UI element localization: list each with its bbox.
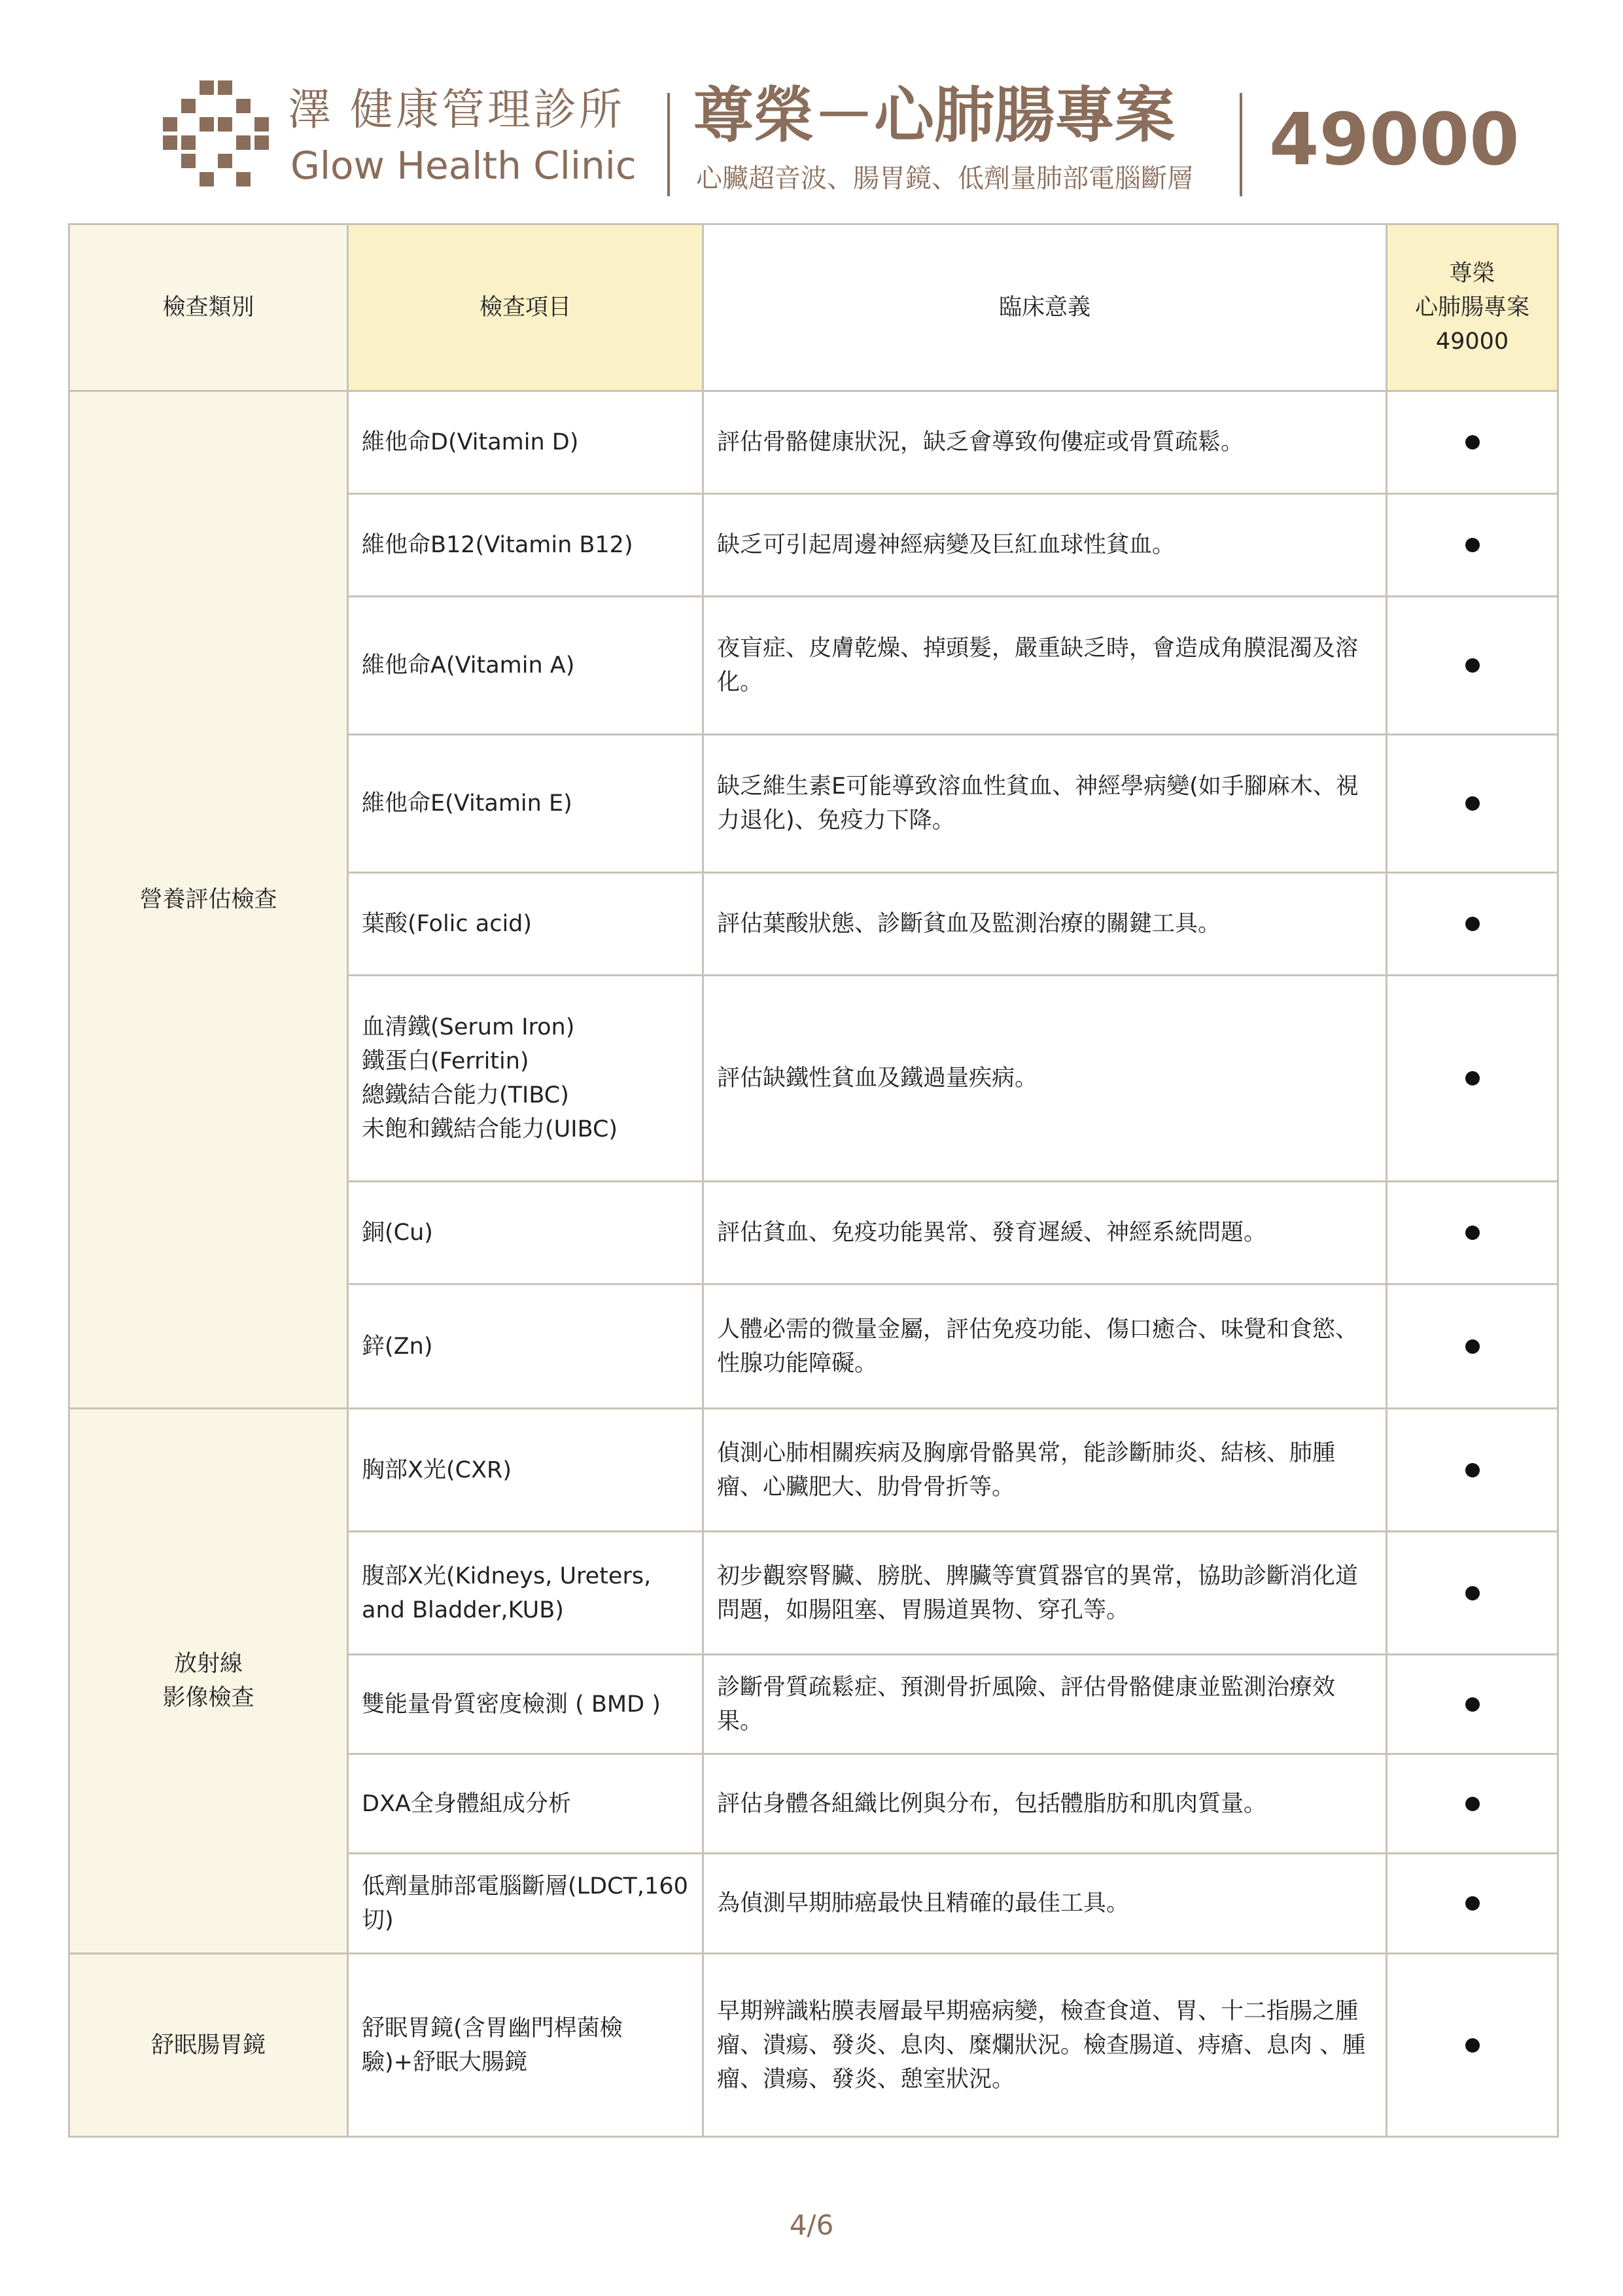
included-cell (1387, 1284, 1558, 1409)
clinical-meaning: 評估身體各組織比例與分布，包括體脂肪和肌肉質量。 (703, 1754, 1387, 1854)
included-dot-icon (1465, 1071, 1480, 1086)
exam-item: 胸部X光(CXR) (348, 1409, 703, 1532)
header-plan (1387, 224, 1558, 391)
included-dot-icon (1465, 1586, 1480, 1600)
included-dot-icon (1465, 2038, 1480, 2053)
clinic-logo-icon (159, 77, 270, 194)
included-dot-icon (1465, 917, 1480, 931)
plan-price: 49000 (1269, 97, 1520, 181)
plan-title: 尊榮－心肺腸專案 (693, 80, 1176, 150)
category-cell: 營養評估檢查 (69, 391, 348, 1409)
exam-item-line: 總鐵結合能力(TIBC) (362, 1082, 569, 1108)
included-cell (1387, 1182, 1558, 1284)
clinical-meaning: 評估骨骼健康狀況，缺乏會導致佝僂症或骨質疏鬆。 (703, 391, 1387, 494)
clinical-meaning: 評估貧血、免疫功能異常、發育遲緩、神經系統問題。 (703, 1182, 1387, 1284)
exam-item: 舒眠胃鏡(含胃幽門桿菌檢驗)+舒眠大腸鏡 (348, 1954, 703, 2137)
clinical-meaning: 評估葉酸狀態、診斷貧血及監測治療的關鍵工具。 (703, 873, 1387, 976)
exam-item: 維他命E(Vitamin E) (348, 735, 703, 873)
page-header (0, 0, 1623, 216)
page-number: 4/6 (789, 2209, 834, 2241)
clinical-meaning: 診斷骨質疏鬆症、預測骨折風險、評估骨骼健康並監測治療效果。 (703, 1655, 1387, 1754)
included-cell (1387, 1409, 1558, 1532)
exam-table (68, 223, 1559, 2138)
included-cell (1387, 597, 1558, 735)
category-cell: 舒眠腸胃鏡 (69, 1954, 348, 2137)
header-plan-line: 心肺腸專案 (1414, 294, 1529, 321)
clinical-meaning: 初步觀察腎臟、膀胱、脾臟等實質器官的異常，協助診斷消化道問題，如腸阻塞、胃腸道異物、穿孔等。 (703, 1532, 1387, 1655)
category-line: 影像檢查 (162, 1685, 254, 1711)
exam-item: 銅(Cu) (348, 1182, 703, 1284)
included-cell (1387, 391, 1558, 494)
clinical-meaning: 缺乏維生素E可能導致溶血性貧血、神經學病變(如手腳麻木、視力退化)、免疫力下降。 (703, 735, 1387, 873)
clinical-meaning: 早期辨識粘膜表層最早期癌病變，檢查食道、胃、十二指腸之腫瘤、潰瘍、發炎、息肉、糜爛狀況。檢查腸道、痔瘡、息肉 、腫瘤、潰瘍、發炎、憩室狀況。 (703, 1954, 1387, 2137)
clinical-meaning: 缺乏可引起周邊神經病變及巨紅血球性貧血。 (703, 494, 1387, 597)
included-dot-icon (1465, 1697, 1480, 1712)
included-dot-icon (1465, 796, 1480, 811)
clinic-name-en: Glow Health Clinic (290, 143, 637, 188)
included-cell (1387, 1532, 1558, 1655)
header-category: 檢查類別 (69, 224, 348, 391)
included-cell (1387, 976, 1558, 1182)
included-dot-icon (1465, 1896, 1480, 1911)
exam-item: 低劑量肺部電腦斷層(LDCT,160切) (348, 1854, 703, 1954)
included-cell (1387, 1754, 1558, 1854)
clinical-meaning: 偵測心肺相關疾病及胸廓骨骼異常，能診斷肺炎、結核、肺腫瘤、心臟肥大、肋骨骨折等。 (703, 1409, 1387, 1532)
exam-item-line: 未飽和鐵結合能力(UIBC) (362, 1116, 618, 1142)
included-cell (1387, 494, 1558, 597)
exam-item: 雙能量骨質密度檢測 ( BMD ) (348, 1655, 703, 1754)
category-cell (69, 1409, 348, 1954)
header-divider (667, 93, 670, 196)
included-dot-icon (1465, 1463, 1480, 1477)
header-divider (1240, 93, 1242, 196)
clinical-meaning: 人體必需的微量金屬，評估免疫功能、傷口癒合、味覺和食慾、性腺功能障礙。 (703, 1284, 1387, 1409)
included-dot-icon (1465, 1797, 1480, 1811)
category-line: 放射線 (173, 1651, 243, 1677)
table-row (69, 391, 1558, 494)
header-plan-line: 尊榮 (1449, 260, 1495, 287)
header-plan-line: 49000 (1435, 328, 1509, 355)
exam-item: 腹部X光(Kidneys, Ureters, and Bladder,KUB) (348, 1532, 703, 1655)
table-row (69, 1409, 1558, 1532)
plan-subtitle: 心臟超音波、腸胃鏡、低劑量肺部電腦斷層 (696, 164, 1193, 194)
included-cell (1387, 735, 1558, 873)
clinical-meaning: 為偵測早期肺癌最快且精確的最佳工具。 (703, 1854, 1387, 1954)
included-dot-icon (1465, 1339, 1480, 1354)
included-dot-icon (1465, 538, 1480, 552)
included-dot-icon (1465, 658, 1480, 673)
exam-item: 葉酸(Folic acid) (348, 873, 703, 976)
included-cell (1387, 1954, 1558, 2137)
clinic-name-zh: 澤 健康管理診所 (288, 84, 625, 135)
exam-item: DXA全身體組成分析 (348, 1754, 703, 1854)
exam-item: 維他命A(Vitamin A) (348, 597, 703, 735)
included-cell (1387, 873, 1558, 976)
clinical-meaning: 評估缺鐵性貧血及鐵過量疾病。 (703, 976, 1387, 1182)
exam-item: 鋅(Zn) (348, 1284, 703, 1409)
exam-item (348, 976, 703, 1182)
table-row (69, 1954, 1558, 2137)
exam-item-line: 血清鐵(Serum Iron) (362, 1014, 575, 1040)
table-header-row (69, 224, 1558, 391)
header-meaning: 臨床意義 (703, 224, 1387, 391)
exam-item-line: 鐵蛋白(Ferritin) (362, 1048, 529, 1074)
included-dot-icon (1465, 435, 1480, 450)
included-dot-icon (1465, 1226, 1480, 1240)
included-cell (1387, 1655, 1558, 1754)
clinical-meaning: 夜盲症、皮膚乾燥、掉頭髮，嚴重缺乏時，會造成角膜混濁及溶化。 (703, 597, 1387, 735)
included-cell (1387, 1854, 1558, 1954)
exam-item: 維他命B12(Vitamin B12) (348, 494, 703, 597)
exam-item: 維他命D(Vitamin D) (348, 391, 703, 494)
header-item: 檢查項目 (348, 224, 703, 391)
